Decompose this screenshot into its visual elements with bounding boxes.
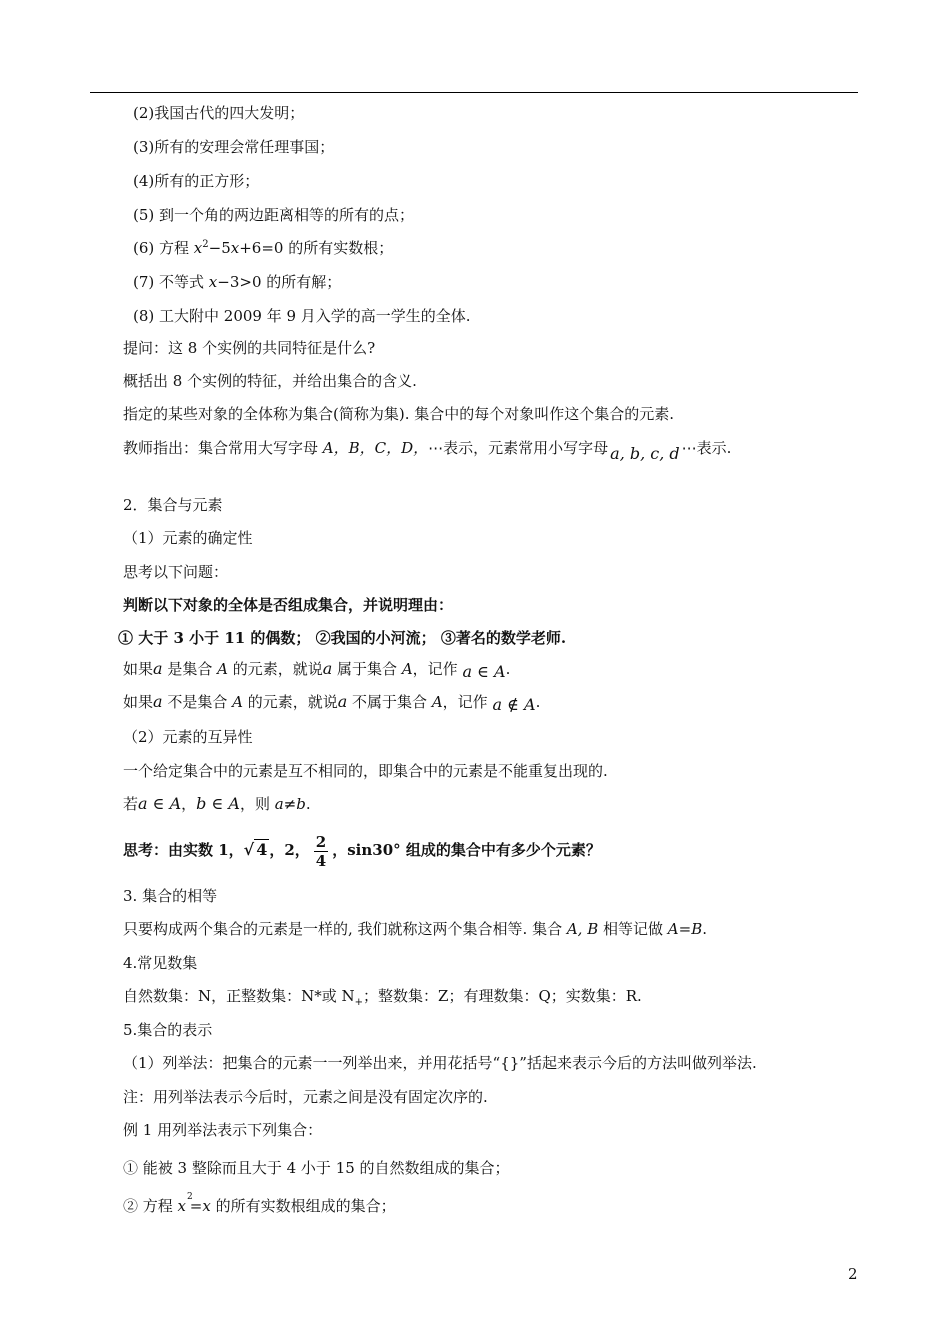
section-2-judge: 判断以下对象的全体是否组成集合，并说明理由： <box>123 596 454 614</box>
list-item-6: (6) 方程 $x^2-5x+6=0$ 的所有实数根； <box>133 239 394 257</box>
paragraph-notation: 教师指出：集合常用大写字母 A，B，C，D，⋯表示，元素常用小写字母 a, b, c, d ⋯表示. <box>123 439 732 463</box>
distinct-elements: 一个给定集合中的元素是互不相同的，即集合中的元素是不能重复出现的. <box>123 762 608 780</box>
not-belong-definition: 如果a 不是集合 A 的元素，就说a 不属于集合 A，记作 a ∉ A. <box>123 692 541 714</box>
section-2-options: ① 大于 3 小于 11 的偶数； ②我国的小河流； ③著名的数学老师. <box>118 629 567 647</box>
list-item-5: (5) 到一个角的两边距离相等的所有的点； <box>133 206 415 224</box>
belong-definition: 如果a 是集合 A 的元素，就说a 属于集合 A，记作 a ∈ A. <box>123 659 511 681</box>
distinct-example: 若a ∈ A，b ∈ A，则 a≠b. <box>123 794 311 813</box>
section-2-heading: 2．集合与元素 <box>123 496 223 514</box>
paragraph-summary: 概括出 8 个实例的特征，并给出集合的含义. <box>123 372 417 390</box>
section-3-heading: 3. 集合的相等 <box>123 887 218 905</box>
paragraph-set-definition: 指定的某些对象的全体称为集合(简称为集). 集合中的每个对象叫作这个集合的元素. <box>123 405 675 423</box>
section-2-sub1: （1）元素的确定性 <box>123 529 253 547</box>
example-1-heading: 例 1 用列举法表示下列集合： <box>123 1121 323 1139</box>
question-common-feature: 提问：这 8 个实例的共同特征是什么? <box>123 339 376 357</box>
section-4-text: 自然数集：N，正整数集：N*或 $N_+$；整数集：Z；有理数集：Q；实数集：R. <box>123 987 642 1008</box>
list-method-note: 注：用列举法表示今后时，元素之间是没有固定次序的. <box>123 1088 488 1106</box>
list-item-3: (3)所有的安理会常任理事国； <box>133 138 335 156</box>
section-5-heading: 5.集合的表示 <box>123 1021 213 1039</box>
list-item-2: (2)我国古代的四大发明； <box>133 104 305 122</box>
sqrt-expression: √ 4 <box>243 840 268 859</box>
section-2-sub2: （2）元素的互异性 <box>123 728 253 746</box>
page-number: 2 <box>848 1265 858 1283</box>
think-question: 思考：由实数 1，√ 4 ，2， $\frac{2}{4}$ ，sin30° 组成的集合中有多少个元素？ <box>123 828 601 872</box>
list-item-4: (4)所有的正方形； <box>133 172 260 190</box>
list-method-definition: （1）列举法：把集合的元素一一列举出来，并用花括号“{}”括起来表示今后的方法叫做列举法. <box>123 1054 757 1072</box>
header-rule <box>90 92 858 93</box>
section-4-heading: 4.常见数集 <box>123 954 198 972</box>
section-2-think: 思考以下问题： <box>123 563 229 581</box>
example-1-item-2: ② 方程 $x^2=x$ 的所有实数根组成的集合； <box>123 1192 396 1215</box>
section-3-text: 只要构成两个集合的元素是一样的, 我们就称这两个集合相等. 集合 A, B 相等记做 A=B. <box>123 920 708 938</box>
list-item-8: (8) 工大附中 2009 年 9 月入学的高一学生的全体. <box>133 307 471 325</box>
fraction: $\frac{2}{4}$ <box>315 832 327 870</box>
list-item-7: (7) 不等式 x−3>0 的所有解； <box>133 273 342 291</box>
example-1-item-1: ① 能被 3 整除而且大于 4 小于 15 的自然数组成的集合； <box>123 1159 510 1177</box>
